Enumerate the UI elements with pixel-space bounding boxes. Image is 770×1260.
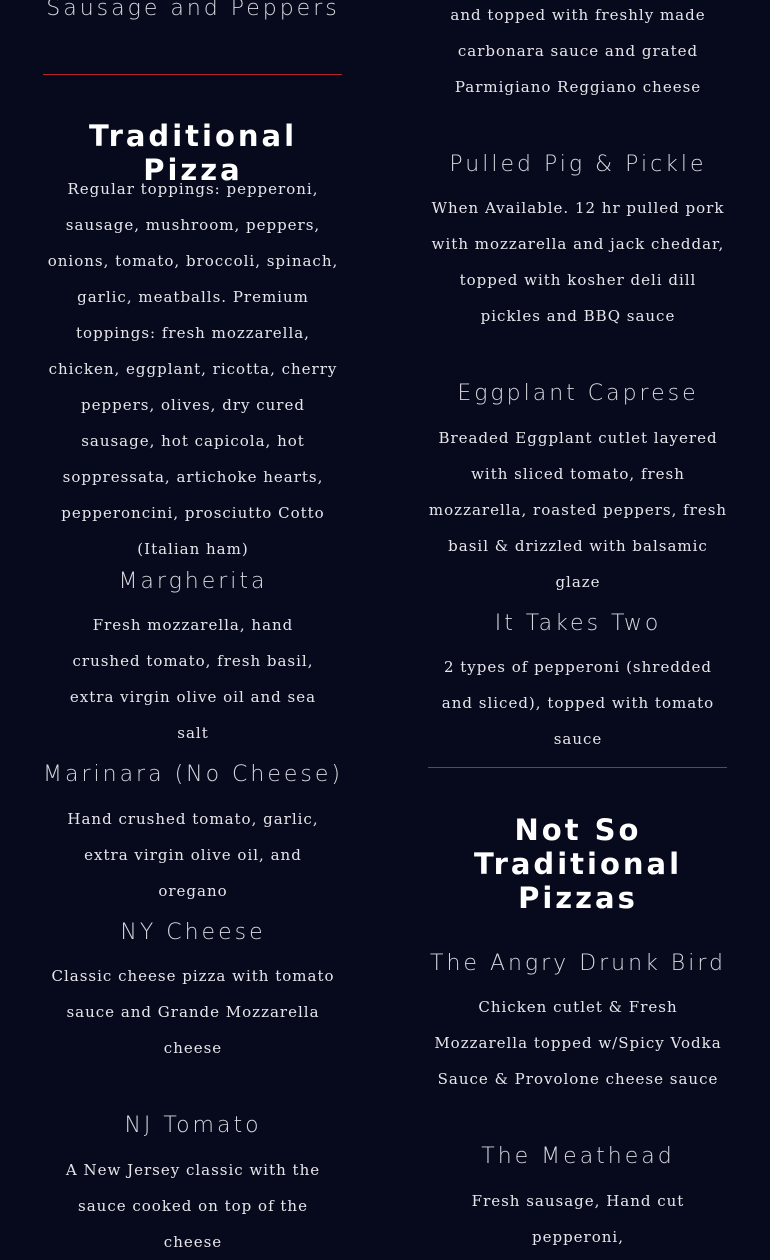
menu-item-title: Sausage and Peppers [46,0,340,21]
section-title: Not So Traditional Pizzas [473,813,683,915]
menu-item-description: Fresh mozzarella, hand crushed tomato, fresh basil, extra virgin olive oil and sea salt [69,616,317,742]
toppings-description: Regular toppings: pepperoni, sausage, mushroom, peppers, onions, tomato, broccoli, spinach, garlic, meatballs. Premium toppings: fresh mozzarella, chicken, eggplant, ricotta, cherry peppers, olives, dry cured sausage, hot capicola, hot soppressata, artichoke hearts, pepperoncini, prosciutto Cotto (Italian ham) [47,180,339,558]
menu-item-description: A New Jersey classic with the sauce cooked on top of the cheese [65,1161,321,1251]
menu-item-title: The Angry Drunk Bird [430,951,726,976]
menu-item-description: Fresh sausage, Hand cut pepperoni, [471,1192,685,1246]
menu-item-title: Marinara (No Cheese) [43,762,344,787]
menu-item-title: The Meathead [481,1144,675,1169]
menu-item-description: Hand crushed tomato, garlic, extra virgin olive oil, and oregano [67,810,319,900]
menu-item-title: It Takes Two [494,611,662,636]
menu-item-description: and topped with freshly made carbonara sauce and grated Parmigiano Reggiano cheese [450,6,706,96]
menu-item-description: Chicken cutlet & Fresh Mozzarella topped w/Spicy Vodka Sauce & Provolone cheese sauce [434,998,722,1088]
menu-item-description: Breaded Eggplant cutlet layered with sliced tomato, fresh mozzarella, roasted peppers, fresh basil & drizzled with balsamic glaze [428,429,728,591]
section-title: Traditional Pizza [88,119,298,187]
menu-item-description: When Available. 12 hr pulled pork with mozzarella and jack cheddar, topped with kosher deli dill pickles and BBQ sauce [431,199,725,325]
menu-item-title: Pulled Pig & Pickle [449,152,707,177]
menu-item-title: Margherita [118,569,268,594]
section-divider [428,767,727,768]
menu-item-description: 2 types of pepperoni (shredded and sliced), topped with tomato sauce [441,658,715,748]
menu-item-title: NY Cheese [120,920,266,945]
menu-item-title: NJ Tomato [124,1113,262,1138]
menu-item-description: Classic cheese pizza with tomato sauce and Grande Mozzarella cheese [51,967,335,1057]
section-divider [43,74,342,75]
menu-item-title: Eggplant Caprese [457,381,699,406]
